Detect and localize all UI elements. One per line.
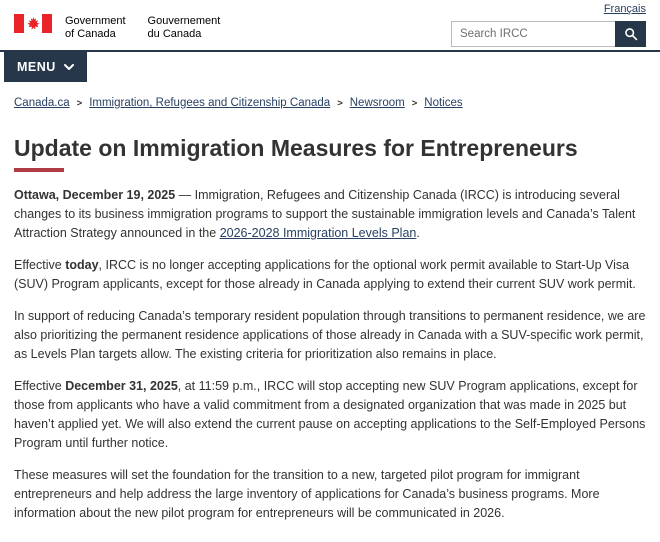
- bold-text-run: today: [65, 258, 99, 272]
- bold-text-run: December 31, 2025: [65, 379, 178, 393]
- text-run: — Immigration, Refugees and Citizenship Canada (IRCC) is introducing several changes to its business immigration programs to support the sustainable immigration levels and Canada’s Talent Attraction Strategy announced in the: [14, 188, 636, 240]
- breadcrumb-separator-icon: >: [337, 98, 343, 109]
- menu-bar: [0, 52, 660, 82]
- text-run: In support of reducing Canada’s temporary resident population through transitions to permanent residence, we are also prioritizing the permanent residence applications of those already in Canada with a SUV-specific work permit, as Levels Plan targets allow. The existing criteria for prioritization also remains in place.: [14, 309, 646, 361]
- search-button[interactable]: [615, 21, 646, 47]
- breadcrumb-link[interactable]: Canada.ca: [14, 97, 70, 109]
- menu-label: MENU: [17, 60, 56, 74]
- government-of-canada-logo[interactable]: [14, 14, 220, 41]
- breadcrumb-separator-icon: >: [411, 98, 418, 109]
- article-paragraph: [14, 256, 646, 294]
- search-icon: [624, 27, 638, 41]
- canada-flag-icon: [14, 14, 52, 33]
- search-form: [451, 21, 646, 47]
- maple-leaf-icon: [27, 17, 40, 30]
- chevron-down-icon: [64, 64, 74, 70]
- article-paragraph: [14, 377, 646, 453]
- language-toggle-link[interactable]: Français: [603, 3, 646, 15]
- article-body: [0, 172, 660, 542]
- breadcrumb: [0, 82, 660, 111]
- main-content: [0, 135, 660, 542]
- text-run: These measures will set the foundation for the transition to a new, targeted pilot program for immigrant entrepreneurs and help address the large inventory of applications for Canada’s business programs. More information about the new pilot program for entrepreneurs will be communicated in 2026.: [14, 468, 600, 520]
- page-title: Update on Immigration Measures for Entrepreneurs: [14, 135, 646, 172]
- menu-button[interactable]: [4, 52, 87, 82]
- site-header: [0, 0, 660, 52]
- breadcrumb-link[interactable]: Immigration, Refugees and Citizenship Canada: [89, 97, 331, 109]
- inline-link[interactable]: 2026-2028 Immigration Levels Plan: [219, 226, 417, 240]
- article-paragraph: [14, 186, 646, 243]
- search-input[interactable]: [451, 21, 615, 47]
- bold-text-run: Ottawa, December 19, 2025: [14, 188, 176, 202]
- breadcrumb-separator-icon: >: [76, 98, 83, 109]
- wordmark-english: Government of Canada: [65, 15, 126, 40]
- text-run: , at 11:59 p.m., IRCC will stop accepting new SUV Program applications, except for those from applicants who have a valid commitment from a designated organization that was made in 2025 but haven’t applied yet. We will also extend the current pause on accepting applications to the Self-Employed Persons Program until further notice.: [14, 379, 646, 450]
- text-run: Effective: [14, 379, 66, 393]
- breadcrumb-link[interactable]: Newsroom: [349, 97, 405, 109]
- text-run: Effective: [14, 258, 66, 272]
- text-run: .: [416, 226, 420, 240]
- wordmark-french: Gouvernement du Canada: [147, 15, 221, 40]
- text-run: , IRCC is no longer accepting applications for the optional work permit available to Start-Up Visa (SUV) Program applicants, except for those already in Canada applying to extend their current SUV work permit.: [14, 258, 636, 291]
- breadcrumb-link[interactable]: Notices: [424, 97, 463, 109]
- article-paragraph: [14, 307, 646, 364]
